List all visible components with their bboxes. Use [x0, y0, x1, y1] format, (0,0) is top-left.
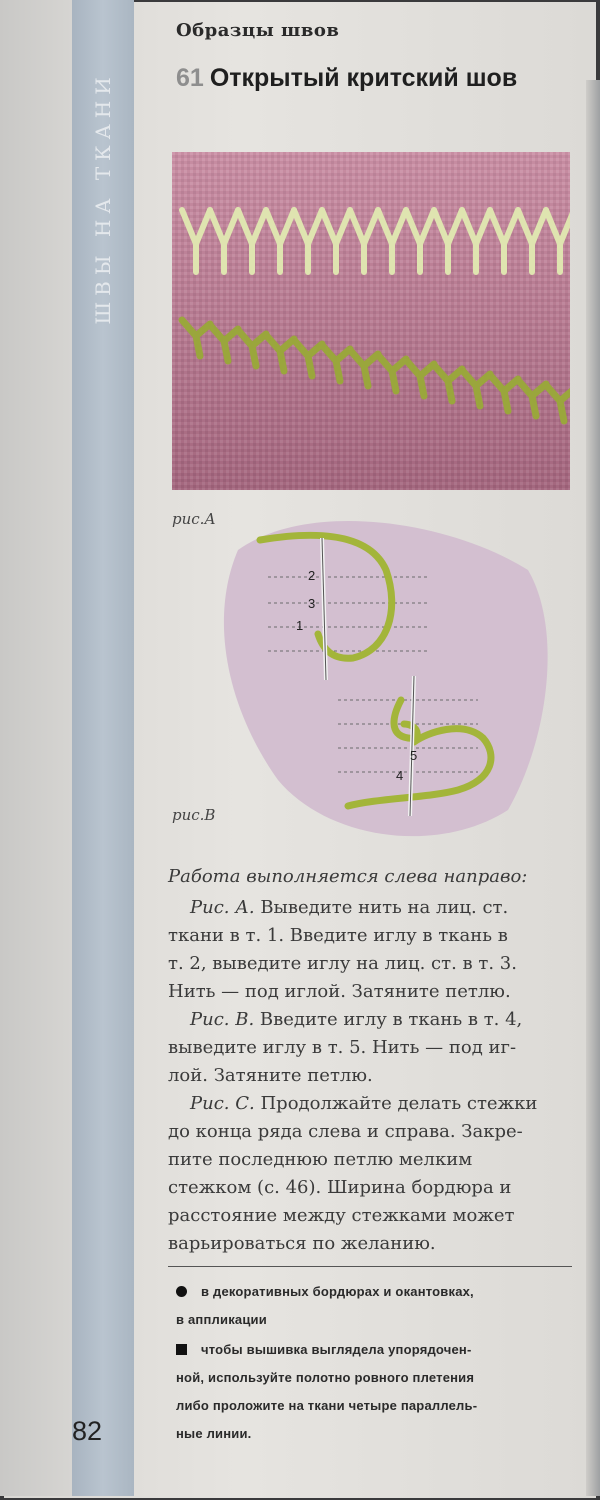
instruction-text: т. 2, выведите иглу на лиц. ст. в т. 3. [168, 953, 517, 974]
stitch-diagram [218, 510, 558, 840]
stitch-number: 61 [176, 64, 204, 92]
point-4-label: 4 [396, 768, 404, 783]
instructions-lead: Работа выполняется слева направо: [168, 866, 528, 887]
instruction-text: Введите иглу в ткань в т. 4, [259, 1009, 523, 1030]
note-line: ной, используйте полотно ровного плетения [176, 1370, 475, 1385]
instruction-text: расстояние между стежками может [168, 1205, 515, 1226]
page-fold-shadow [586, 80, 600, 1496]
stitch-title: Открытый критский шов [209, 64, 518, 92]
instruction-text: ткани в т. 1. Введите иглу в ткань в [168, 925, 508, 946]
point-1-label: 1 [296, 618, 304, 633]
instruction-line [168, 1062, 573, 1090]
figure-reference: Рис. А. [190, 897, 255, 918]
note-tip [176, 1336, 568, 1448]
note-line: чтобы вышивка выглядела упорядочен- [201, 1342, 472, 1357]
instruction-text: пите последнюю петлю мелким [168, 1149, 473, 1170]
figure-reference: Рис. С. [190, 1093, 255, 1114]
point-5-label: 5 [410, 748, 418, 763]
stitch-sample-photo [172, 152, 570, 490]
instruction-line [168, 1118, 573, 1146]
page-number: 82 [72, 1416, 103, 1446]
note-line: в аппликации [176, 1312, 267, 1327]
instruction-line [168, 950, 573, 978]
instruction-text: варьироваться по желанию. [168, 1233, 436, 1254]
section-title: Образцы швов [176, 20, 340, 41]
circle-bullet-icon [176, 1286, 187, 1297]
stitch-heading [176, 64, 517, 93]
instruction-text: Выведите нить на лиц. ст. [260, 897, 509, 918]
instruction-line [168, 922, 573, 950]
instruction-text: Нить — под иглой. Затяните петлю. [168, 981, 511, 1002]
chapter-sidebar-label: ШВЫ НА ТКАНИ [91, 71, 115, 325]
instruction-line [168, 1230, 573, 1258]
instruction-line [168, 1090, 573, 1118]
note-decorative [176, 1278, 568, 1334]
instruction-line [168, 1174, 573, 1202]
note-line: либо проложите на ткани четыре параллель- [176, 1398, 478, 1413]
figure-a-label: рис.А [172, 510, 216, 528]
instructions-steps [168, 894, 573, 1258]
page-margin [0, 0, 72, 1496]
instruction-line [168, 1034, 573, 1062]
instruction-text: стежком (с. 46). Ширина бордюра и [168, 1177, 512, 1198]
figure-b-label: рис.В [172, 806, 216, 824]
notes-divider [168, 1266, 572, 1267]
note-line: в декоративных бордюрах и окантовках, [201, 1284, 474, 1299]
instruction-text: до конца ряда слева и справа. Закре- [168, 1121, 523, 1142]
instruction-line [168, 1146, 573, 1174]
figure-reference: Рис. В. [190, 1009, 255, 1030]
instruction-text: выведите иглу в т. 5. Нить — под иг- [168, 1037, 517, 1058]
square-bullet-icon [176, 1344, 187, 1355]
instruction-line [168, 1202, 573, 1230]
instruction-line [168, 894, 573, 922]
instruction-line [168, 1006, 573, 1034]
instruction-line [168, 978, 573, 1006]
instruction-text: Продолжайте делать стежки [260, 1093, 538, 1114]
note-line: ные линии. [176, 1426, 252, 1441]
point-2-label: 2 [308, 568, 316, 583]
instruction-text: лой. Затяните петлю. [168, 1065, 373, 1086]
point-3-label: 3 [308, 596, 316, 611]
